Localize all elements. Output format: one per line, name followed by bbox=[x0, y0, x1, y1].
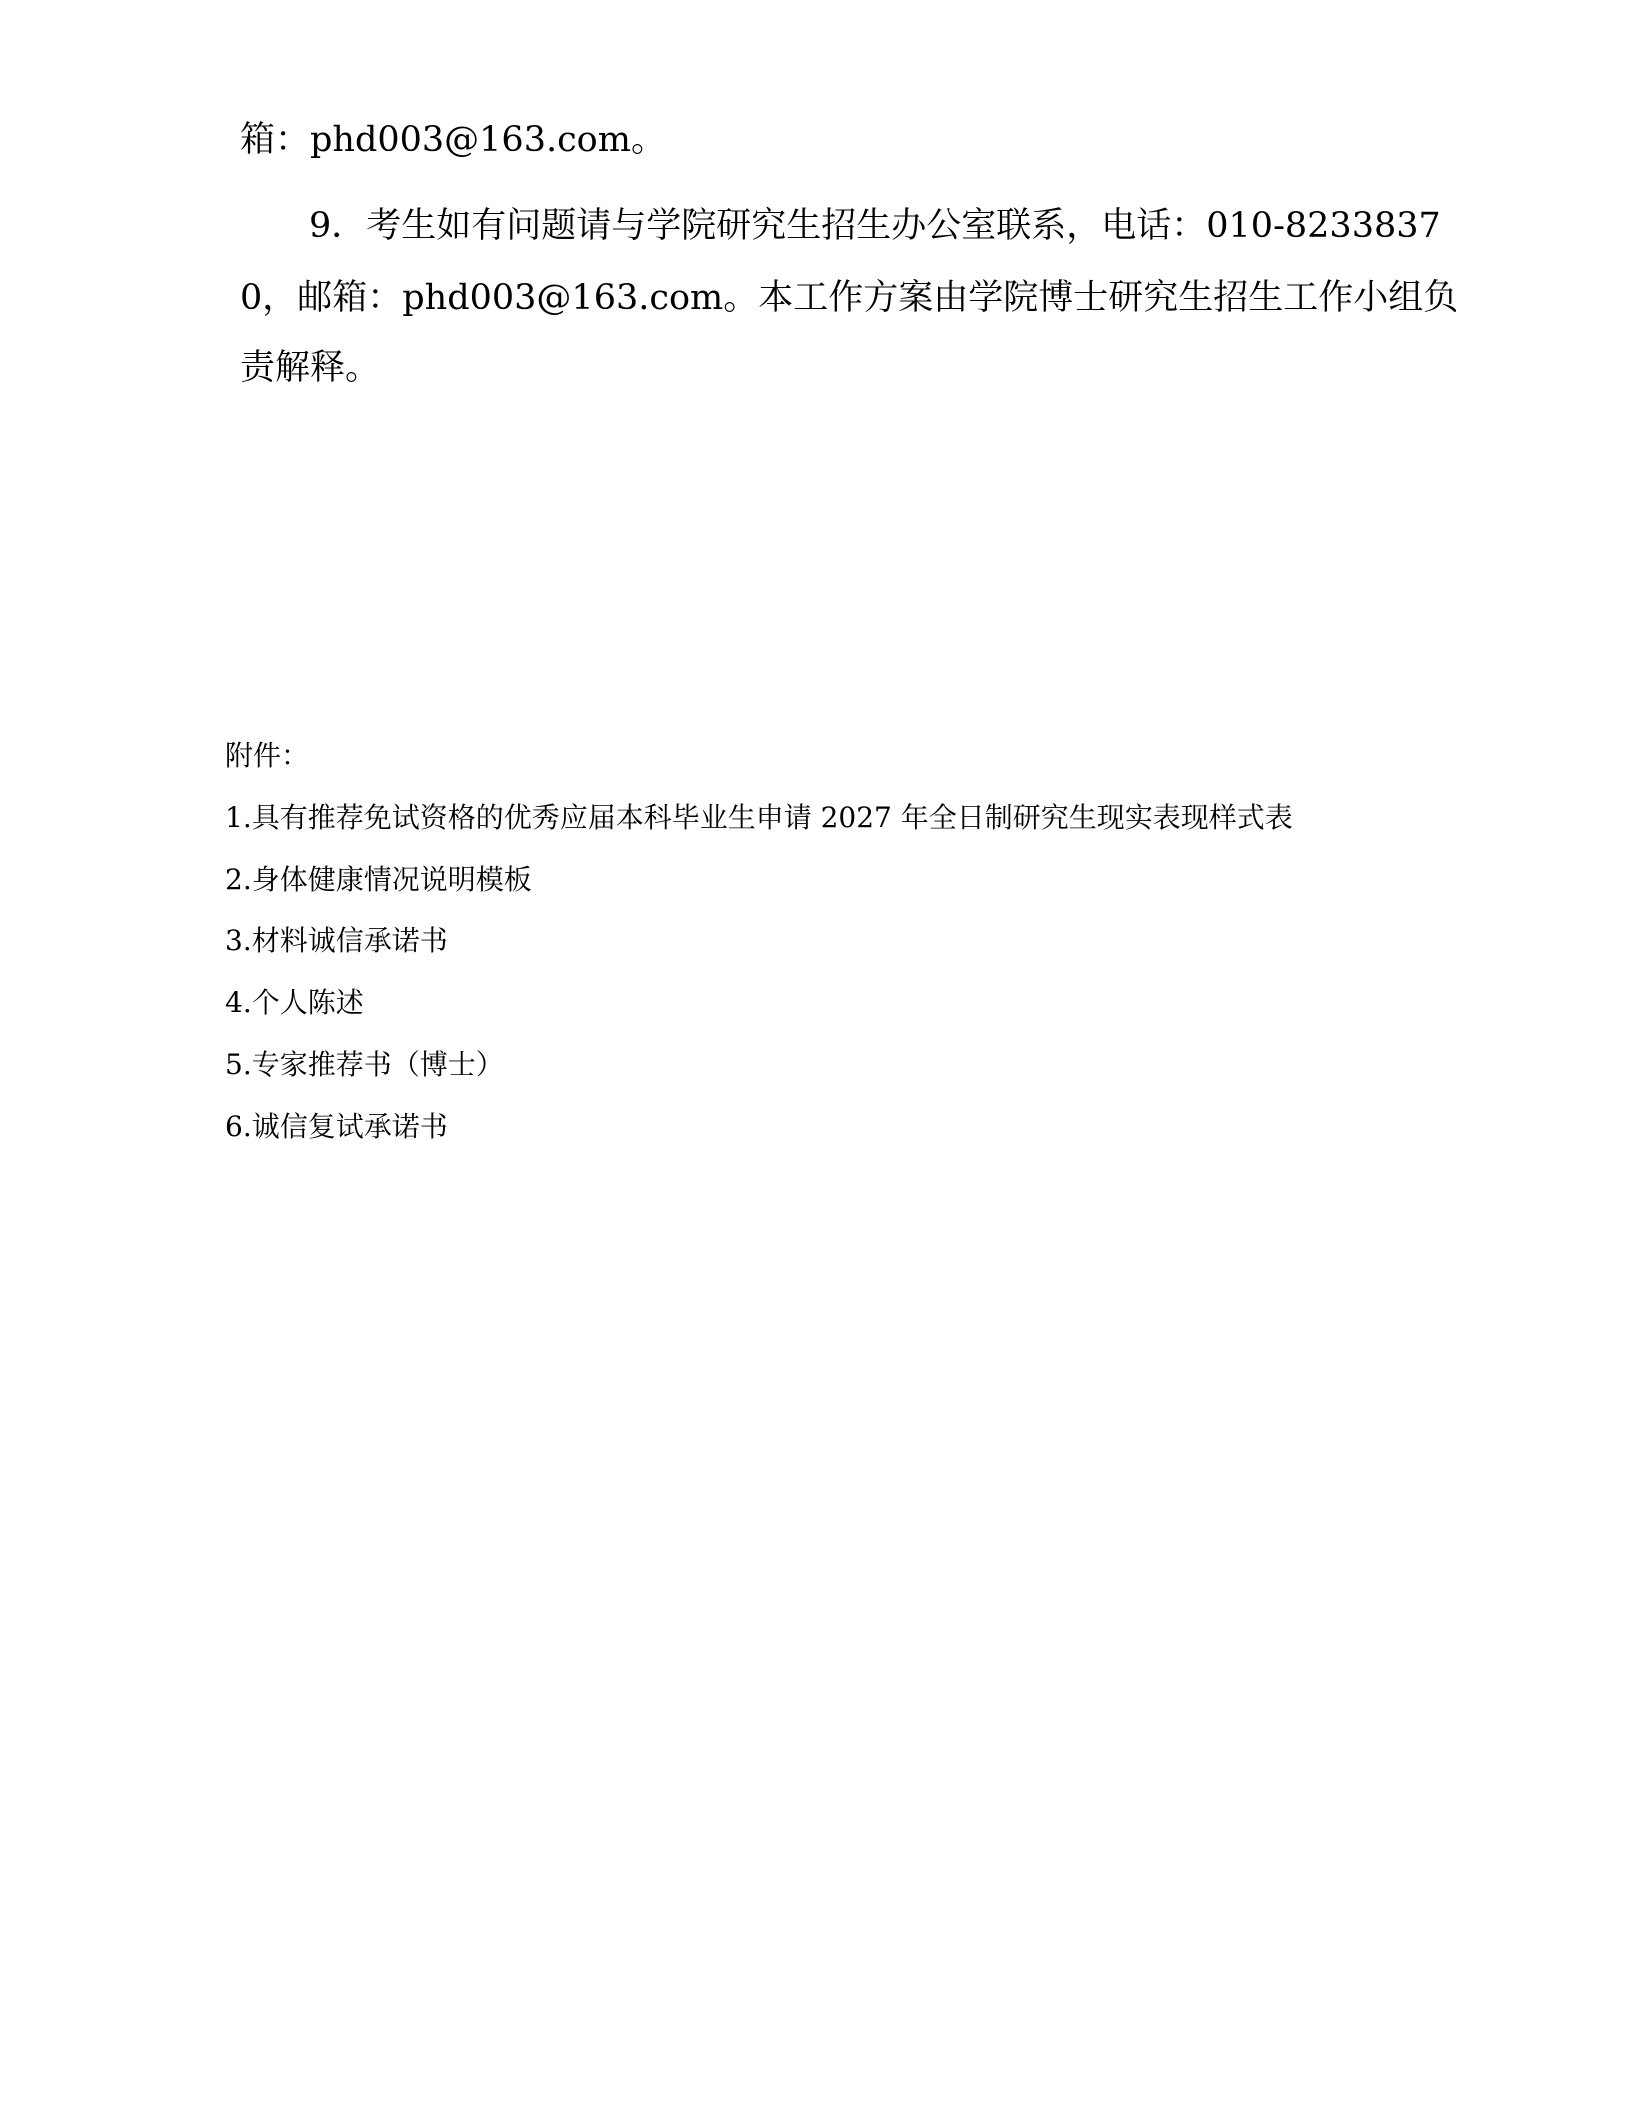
paragraph-line: 0，邮箱：phd003@163.com。本工作方案由学院博士研究生招生工作小组负 bbox=[240, 278, 1459, 318]
attachment-item: 2.身体健康情况说明模板 bbox=[225, 863, 532, 896]
attachments-heading: 附件： bbox=[225, 739, 310, 772]
paragraph-line: 责解释。 bbox=[240, 348, 381, 388]
attachment-item: 5.专家推荐书（博士） bbox=[225, 1048, 504, 1081]
attachment-item: 4.个人陈述 bbox=[225, 986, 364, 1019]
paragraph-line: 箱：phd003@163.com。 bbox=[240, 120, 666, 160]
attachment-item: 3.材料诚信承诺书 bbox=[225, 924, 448, 957]
attachment-item: 6.诚信复试承诺书 bbox=[225, 1110, 448, 1143]
paragraph-line: 9．考生如有问题请与学院研究生招生办公室联系，电话：010-8233837 bbox=[309, 206, 1441, 246]
attachment-item: 1.具有推荐免试资格的优秀应届本科毕业生申请 2027 年全日制研究生现实表现样式表 bbox=[225, 801, 1293, 834]
